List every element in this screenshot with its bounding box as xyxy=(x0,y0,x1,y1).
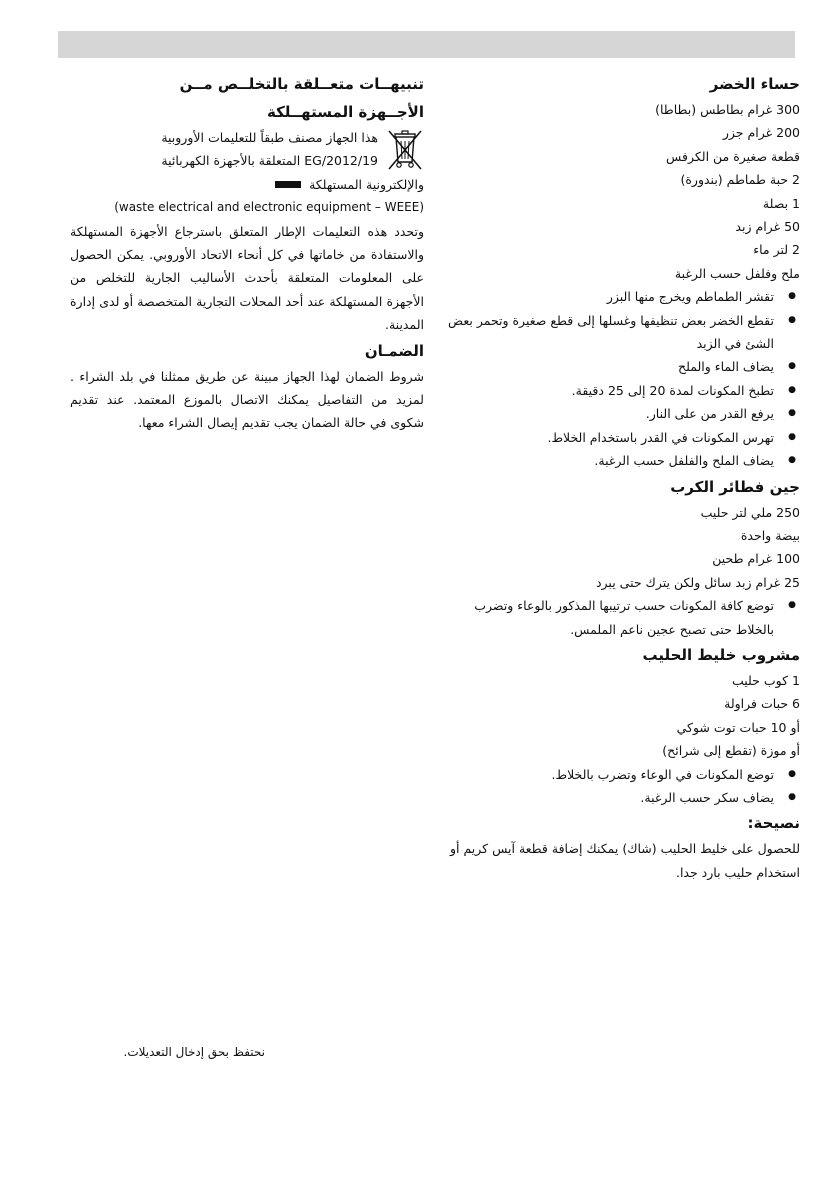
step-item: ● يضاف الملح والفلفل حسب الرغبة. xyxy=(445,449,800,472)
warranty-body: شروط الضمان لهذا الجهاز مبينة عن طريق ممثلنا في بلد الشراء . لمزيد من التفاصيل يمكنك الاتصال بالموزع المعتمد. عند تقديم شكوى في حالة الضمان يجب تقديم إيصال الشراء معها. xyxy=(70,368,424,431)
crepe-dough-title: جين فطائر الكرب xyxy=(670,477,800,496)
weee-line: 2012/19/EG المتعلقة بالأجهزة الكهربائية xyxy=(161,153,378,169)
ingredient-line: 1 بصلة xyxy=(762,195,800,211)
step-item: ● يرفع القدر من على النار. xyxy=(445,402,800,425)
vegetable-soup-ingredients xyxy=(445,98,800,285)
step-item: ● تقطع الخضر بعض تنظيفها وغسلها إلى قطع صغيرة وتحمر بعض الشئ في الزبد xyxy=(445,309,800,356)
ingredient-line: 2 حبة طماطم (بندورة) xyxy=(680,172,800,188)
ingredient-line: 50 غرام زبد xyxy=(735,219,800,235)
weee-line-with-bar xyxy=(70,173,424,196)
ingredient-line: 300 غرام بطاطس (بطاطا) xyxy=(655,102,800,117)
footer-note: نحتفظ بحق إدخال التعديلات. xyxy=(123,1045,265,1059)
step-item: ● تقشر الطماطم ويخرج منها البزر xyxy=(445,285,800,308)
warranty-title: الضمـان xyxy=(364,341,424,360)
step-item: ● يضاف سكر حسب الرغبة. xyxy=(445,786,800,809)
black-bar-icon xyxy=(275,181,301,188)
step-item: ● تهرس المكونات في القدر باستخدام الخلاط. xyxy=(445,426,800,449)
disposal-title-line1: تنبيهــات متعــلقة بالتخلــص مــن xyxy=(179,75,424,93)
vegetable-soup-title: حساء الخضر xyxy=(709,75,800,93)
notices-column xyxy=(70,70,424,435)
weee-line: هذا الجهاز مصنف طبقاً للتعليمات الأوروبية xyxy=(161,130,378,145)
ingredient-line: 250 ملي لتر حليب xyxy=(700,504,800,520)
ingredient-line: قطعة صغيرة من الكرفس xyxy=(666,148,800,164)
crepe-dough-steps xyxy=(445,594,800,641)
tip-title: نصيحة: xyxy=(747,814,800,833)
ingredient-line: 200 غرام جزر xyxy=(722,125,800,141)
ingredient-line: ملح وفلفل حسب الرغبة xyxy=(674,265,800,281)
ingredient-line: 25 غرام زبد سائل ولكن يترك حتى يبرد xyxy=(595,574,800,590)
step-item: ● توضع كافة المكونات حسب ترتيبها المذكور بالوعاء وتضرب بالخلاط حتى تصبح عجين ناعم الملمس. xyxy=(445,594,800,641)
weee-notice xyxy=(70,126,424,173)
weee-english-text: (waste electrical and electronic equipment – WEEE) xyxy=(114,200,424,215)
milkshake-steps xyxy=(445,763,800,810)
crossed-bin-icon xyxy=(386,128,424,172)
ingredient-line: 6 حبات فراولة xyxy=(724,696,800,712)
step-item: ● يضاف الماء والملح xyxy=(445,355,800,378)
ingredient-line: 1 كوب حليب xyxy=(732,672,800,688)
milkshake-title: مشروب خليط الحليب xyxy=(642,645,800,664)
disposal-body: وتحدد هذه التعليمات الإطار المتعلق باسترجاع الأجهزة المستهلكة والاستفادة من خاماتها في كل أنحاء الاتحاد الأوروبي. يمكن الحصول على المعلومات المتعلقة بأحدث الأساليب الجارية للتخلص من الأجهزة المستهلكة عند أحد المحلات التجارية المتخصصة أو لدى إدارة المدينة. xyxy=(70,223,424,333)
weee-text xyxy=(70,126,378,173)
ingredient-line: 2 لتر ماء xyxy=(753,242,800,258)
ingredient-line: أو 10 حبات توت شوكي xyxy=(676,719,800,735)
milkshake-ingredients xyxy=(445,669,800,763)
step-item: ● توضع المكونات في الوعاء وتضرب بالخلاط. xyxy=(445,763,800,786)
step-item: ● تطبخ المكونات لمدة 20 إلى 25 دقيقة. xyxy=(445,379,800,402)
recipes-column xyxy=(445,70,800,884)
ingredient-line: بيضة واحدة xyxy=(740,527,800,543)
ingredient-line: 100 غرام طحين xyxy=(712,551,800,567)
disposal-title-line2: الأجــهزة المستهــلكة xyxy=(266,103,424,121)
header-bar xyxy=(58,31,795,58)
weee-line: والإلكترونية المستهلكة xyxy=(309,176,424,192)
vegetable-soup-steps xyxy=(445,285,800,472)
crepe-dough-ingredients xyxy=(445,501,800,595)
ingredient-line: أو موزة (تقطع إلى شرائح) xyxy=(662,743,800,759)
tip-text: للحصول على خليط الحليب (شاك) يمكنك إضافة قطعة آيس كريم أو استخدام حليب بارد جدا. xyxy=(449,841,800,880)
